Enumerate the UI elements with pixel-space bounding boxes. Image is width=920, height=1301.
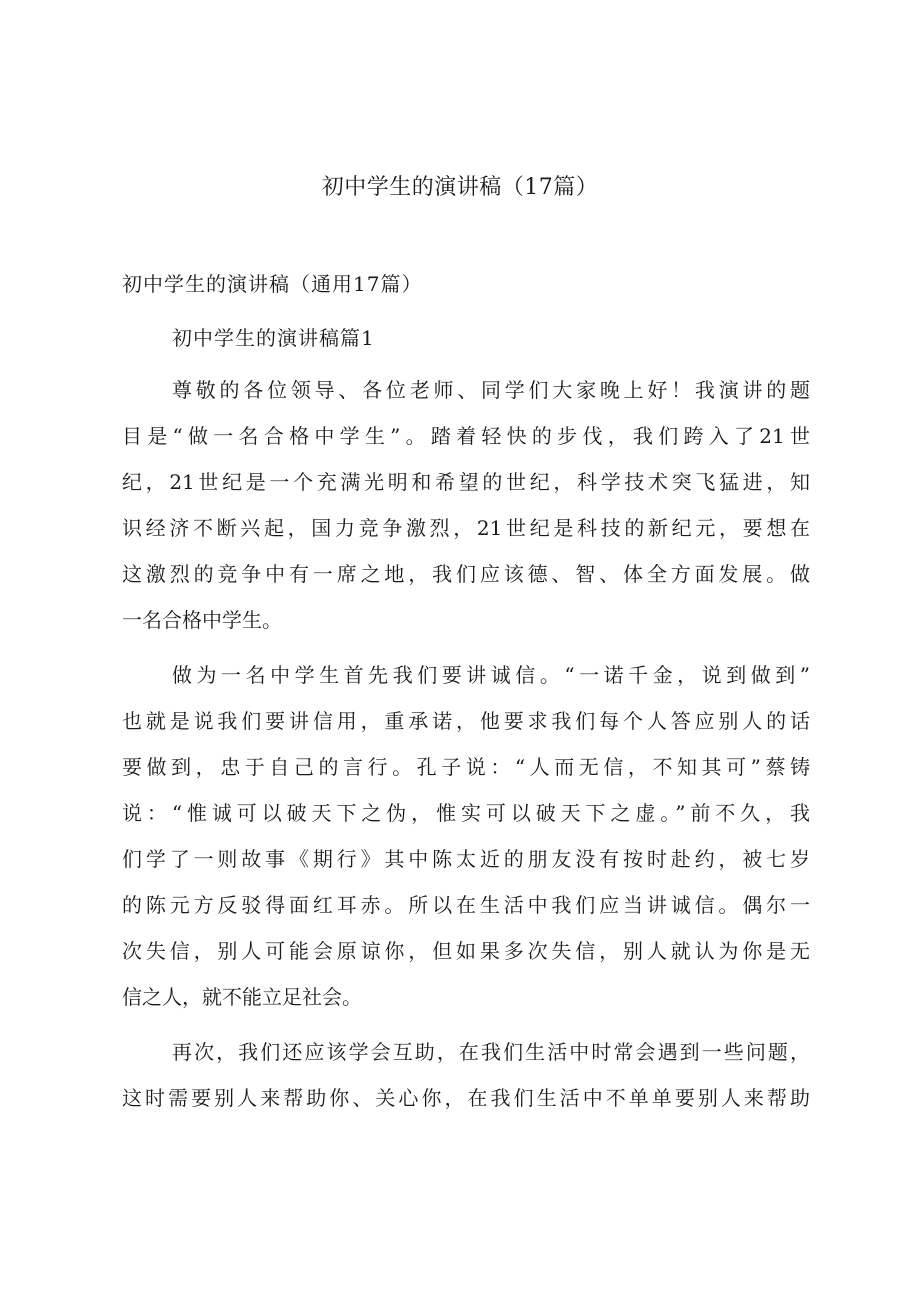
paragraph-gap bbox=[122, 643, 810, 652]
paragraph-3 bbox=[122, 1029, 810, 1121]
paragraph-line: 信之人，就不能立足社会。 bbox=[122, 985, 362, 1009]
paragraph-line: 这激烈的竞争中有一席之地，我们应该德、智、体全方面发展。做 bbox=[122, 562, 810, 586]
paragraph-line: 再次，我们还应该学会互助，在我们生活中时常会遇到一些问题， bbox=[172, 1040, 810, 1064]
paragraph-line: 尊敬的各位领导、各位老师、同学们大家晚上好！我演讲的题 bbox=[172, 378, 810, 402]
paragraph-line: 识经济不断兴起，国力竞争激烈，21世纪是科技的新纪元，要想在 bbox=[122, 516, 810, 540]
paragraph-line: 的陈元方反驳得面红耳赤。所以在生活中我们应当讲诚信。偶尔一 bbox=[122, 893, 810, 917]
document-title: 初中学生的演讲稿（17篇） bbox=[321, 175, 599, 200]
paragraph-line: 纪，21世纪是一个充满光明和希望的世纪，科学技术突飞猛进，知 bbox=[122, 470, 810, 494]
paragraph-gap bbox=[122, 1020, 810, 1029]
paragraph-1 bbox=[122, 367, 810, 643]
section-heading: 初中学生的演讲稿篇1 bbox=[172, 326, 375, 350]
paragraph-line: 做为一名中学生首先我们要讲诚信。“一诺千金，说到做到” bbox=[172, 663, 810, 687]
paragraph-line: 也就是说我们要讲信用，重承诺，他要求我们每个人答应别人的话 bbox=[122, 709, 810, 733]
paragraph-line: 次失信，别人可能会原谅你，但如果多次失信，别人就认为你是无 bbox=[122, 939, 810, 963]
document-subtitle: 初中学生的演讲稿（通用17篇） bbox=[122, 272, 423, 296]
paragraph-line: 要做到，忠于自己的言行。孔子说：“人而无信，不知其可”蔡铸 bbox=[122, 755, 810, 779]
paragraph-line: 这时需要别人来帮助你、关心你，在我们生活中不单单要别人来帮助 bbox=[122, 1086, 810, 1110]
paragraph-line: 一名合格中学生。 bbox=[122, 608, 282, 632]
document-body bbox=[122, 367, 810, 1121]
paragraph-2 bbox=[122, 652, 810, 1020]
paragraph-line: 说：“惟诚可以破天下之伪，惟实可以破天下之虚。”前不久，我 bbox=[122, 801, 810, 825]
paragraph-line: 们学了一则故事《期行》其中陈太近的朋友没有按时赴约，被七岁 bbox=[122, 847, 810, 871]
paragraph-line: 目是“做一名合格中学生”。踏着轻快的步伐，我们跨入了21世 bbox=[122, 424, 810, 448]
